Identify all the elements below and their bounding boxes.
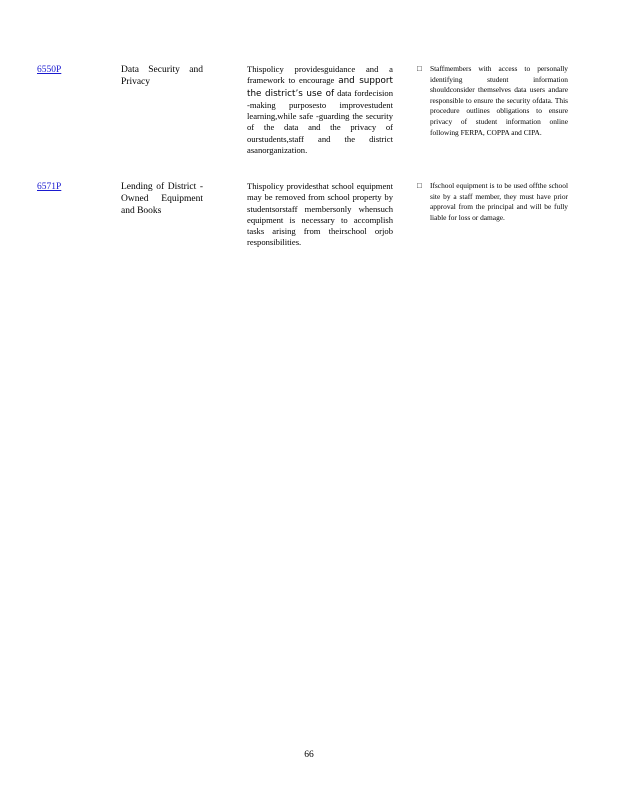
description-emphasis-text: and support the district’s use of [247, 76, 393, 99]
bullet-icon: □ [417, 181, 422, 190]
policy-notes: Ifschool equipment is to be used offthe school site by a staff member, they must have prior approval from the principal and will be fully liable for loss or damage. [430, 181, 568, 222]
description-text: Thispolicy providesguidance and a framework to encourage [247, 64, 393, 86]
policy-code-link[interactable]: 6571P [37, 182, 62, 192]
policy-title: Lending of District -Owned Equipment and Books [121, 182, 203, 216]
page-number: 66 [304, 750, 314, 760]
policy-notes: Staffmembers with access to personally identifying student information shouldconsider themselves data users andare responsible to ensure the security ofdata. This procedure outlines obligations to ensure privacy of student information online following FERPA, COPPA and CIPA. [430, 64, 568, 137]
description-text-continued: data fordecision -making purposesto improvestudent learning,while safe -guarding the security of the data and the privacy of ourstudents,staff and the district asanorganization. [247, 87, 393, 156]
policy-code-link[interactable]: 6550P [37, 65, 62, 75]
policy-description [247, 64, 393, 156]
policy-description: Thispolicy providesthat school equipment may be removed from school property by studentsorstaff membersonly whensuch equipment is necessary to accomplish tasks arising from theirschool orjob responsibilities. [247, 181, 393, 248]
policy-title: Data Security and Privacy [121, 65, 203, 87]
bullet-icon: □ [417, 64, 422, 73]
